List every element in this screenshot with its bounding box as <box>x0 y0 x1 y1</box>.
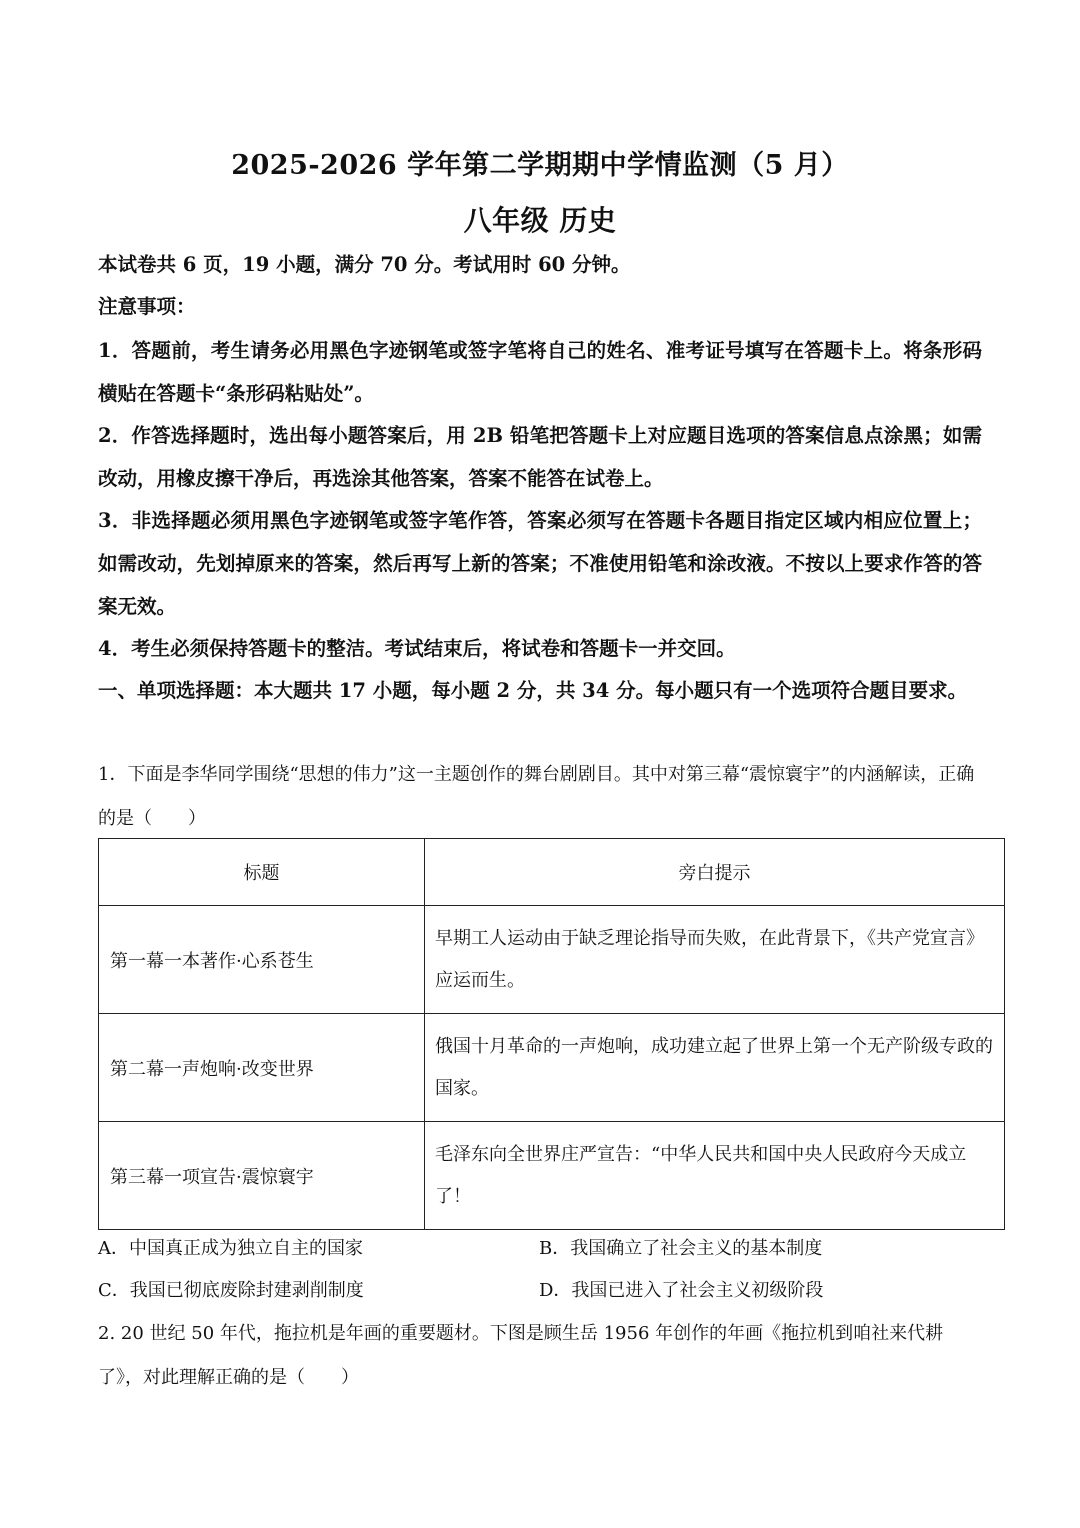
question-1-table <box>98 838 1005 1230</box>
table-cell-act: 第二幕一声炮响·改变世界 <box>99 1014 425 1122</box>
table-row <box>99 906 1005 1014</box>
question-2-stem: 2. 20 世纪 50 年代，拖拉机是年画的重要题材。下图是顾生岳 1956 年创作的年画《拖拉机到咱社来代耕了》，对此理解正确的是（ ） <box>98 1323 944 1388</box>
question-1-stem: 1．下面是李华同学围绕“思想的伟力”这一主题创作的舞台剧剧目。其中对第三幕“震惊寰宇”的内涵解读，正确的是（ ） <box>98 764 975 829</box>
table-cell-act: 第一幕一本著作·心系苍生 <box>99 906 425 1014</box>
notice-heading: 注意事项： <box>98 295 196 318</box>
exam-summary: 本试卷共 6 页，19 小题，满分 70 分。考试用时 60 分钟。 <box>98 253 631 276</box>
option-c: C．我国已彻底废除封建剥削制度 <box>98 1280 364 1301</box>
notice-item-1: 1．答题前，考生请务必用黑色字迹钢笔或签字笔将自己的姓名、准考证号填写在答题卡上。将条形码横贴在答题卡“条形码粘贴处”。 <box>98 339 982 405</box>
notice-item-2: 2．作答选择题时，选出每小题答案后，用 2B 铅笔把答题卡上对应题目选项的答案信息点涂黑；如需改动，用橡皮擦干净后，再选涂其他答案，答案不能答在试卷上。 <box>98 424 982 490</box>
exam-subtitle: 八年级 历史 <box>463 204 617 237</box>
table-cell-narration: 早期工人运动由于缺乏理论指导而失败，在此背景下，《共产党宣言》应运而生。 <box>425 906 1005 1014</box>
table-row <box>99 1122 1005 1230</box>
table-cell-narration: 毛泽东向全世界庄严宣告：“中华人民共和国中央人民政府今天成立了！ <box>425 1122 1005 1230</box>
section-heading: 一、单项选择题：本大题共 17 小题，每小题 2 分，共 34 分。每小题只有一个选项符合题目要求。 <box>98 679 968 702</box>
option-a: A．中国真正成为独立自主的国家 <box>98 1238 363 1259</box>
table-header-narration: 旁白提示 <box>425 839 1005 906</box>
notice-item-4: 4．考生必须保持答题卡的整洁。考试结束后，将试卷和答题卡一并交回。 <box>98 637 736 660</box>
table-header-title: 标题 <box>99 839 425 906</box>
option-b: B．我国确立了社会主义的基本制度 <box>539 1238 823 1259</box>
table-row <box>99 1014 1005 1122</box>
option-d: D．我国已进入了社会主义初级阶段 <box>539 1280 824 1301</box>
table-header-row <box>99 839 1005 906</box>
table-cell-narration: 俄国十月革命的一声炮响，成功建立起了世界上第一个无产阶级专政的国家。 <box>425 1014 1005 1122</box>
exam-title: 2025-2026 学年第二学期期中学情监测（5 月） <box>231 150 849 181</box>
table-cell-act: 第三幕一项宣告·震惊寰宇 <box>99 1122 425 1230</box>
notice-item-3: 3．非选择题必须用黑色字迹钢笔或签字笔作答，答案必须写在答题卡各题目指定区域内相应位置上；如需改动，先划掉原来的答案，然后再写上新的答案；不准使用铅笔和涂改液。不按以上要求作答的答案无效。 <box>98 509 982 618</box>
